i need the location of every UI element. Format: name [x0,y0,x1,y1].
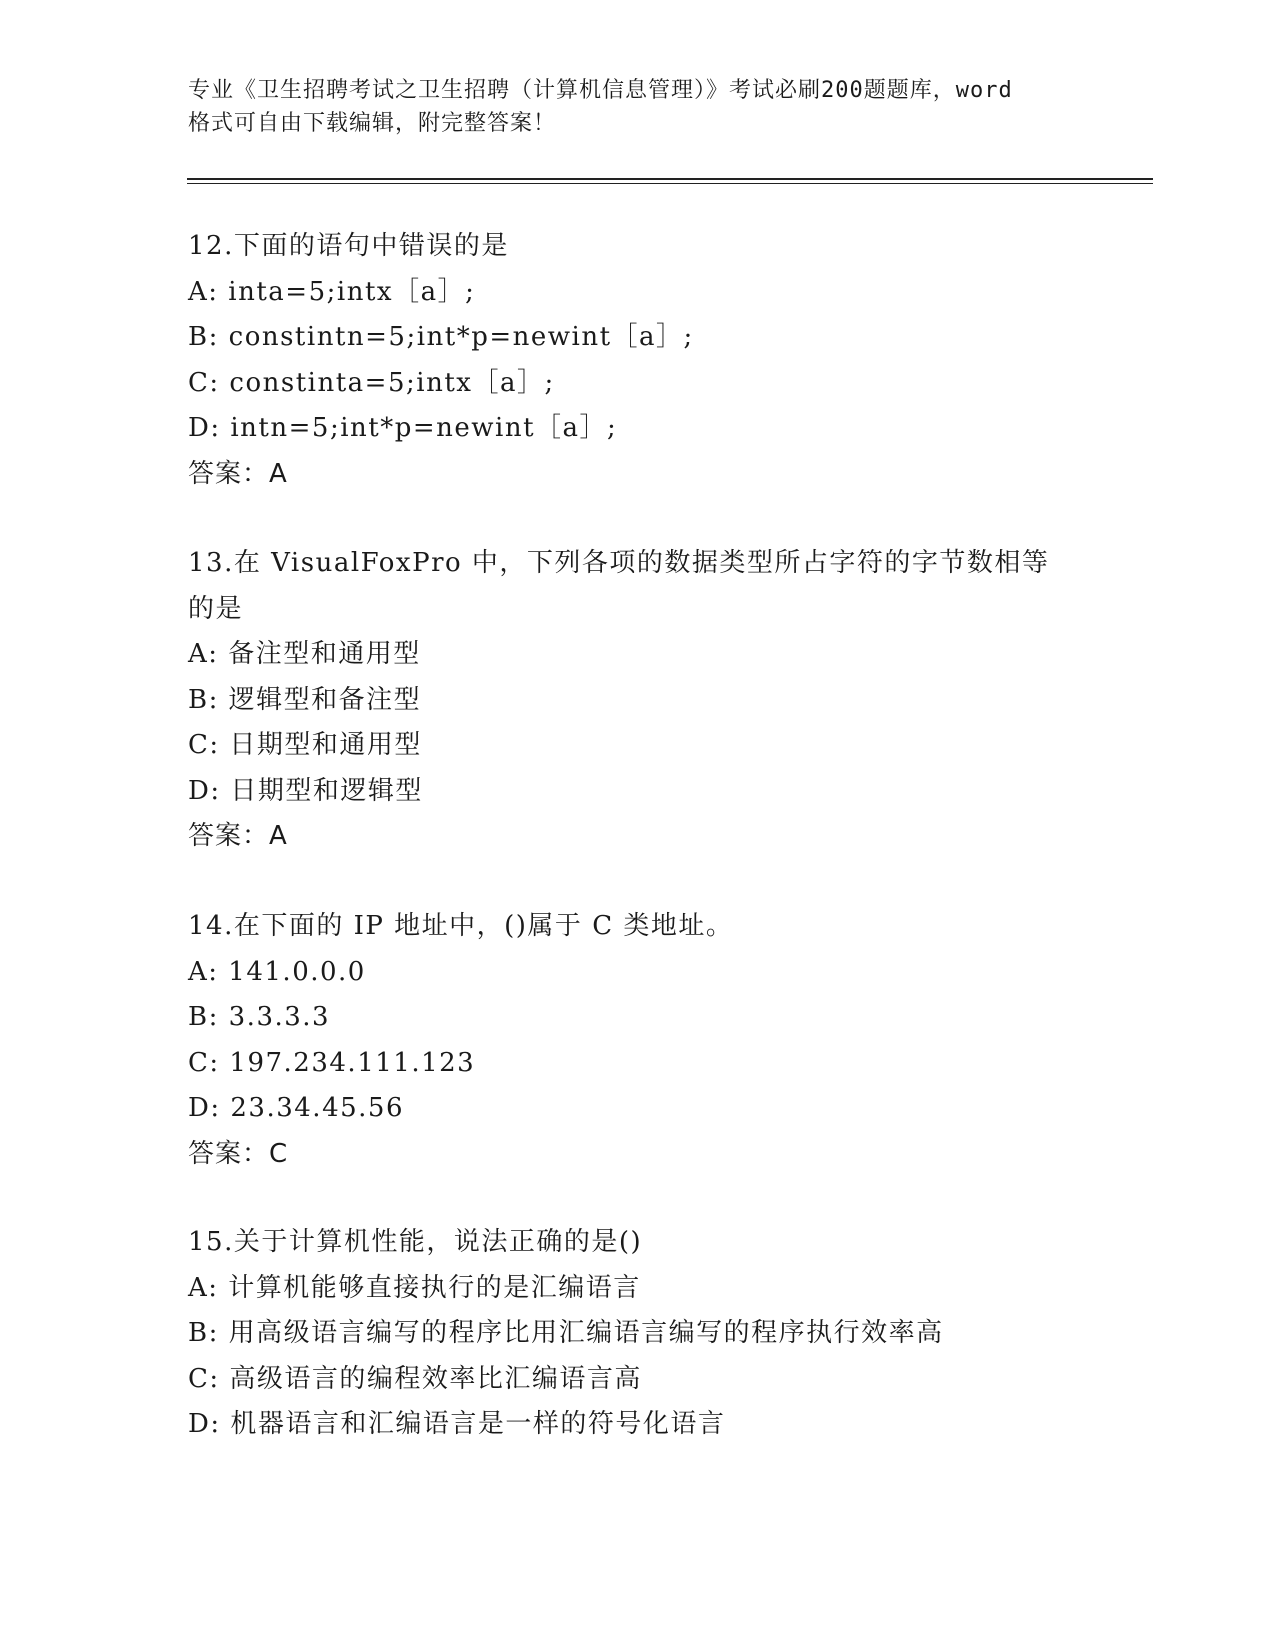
question-stem: 14.在下面的 IP 地址中，()属于 C 类地址。 [188,911,734,941]
document-header [188,74,1088,140]
header-divider-thin [187,183,1153,184]
option-d: D: 机器语言和汇编语言是一样的符号化语言 [188,1409,726,1439]
question-stem-continued: 的是 [188,593,244,624]
answer: 答案：A [188,821,288,851]
option-a: A: 计算机能够直接执行的是汇编语言 [188,1272,641,1303]
option-b: B: 逻辑型和备注型 [188,684,422,715]
question-stem: 15.关于计算机性能，说法正确的是() [188,1227,643,1257]
answer: 答案：A [188,458,288,489]
option-c: C: 197.234.111.123 [188,1047,476,1078]
option-b: B: constintn=5;int*p=newint［a］; [188,322,694,352]
option-b: B: 3.3.3.3 [188,1002,331,1032]
option-c: C: 日期型和通用型 [188,730,422,760]
option-d: D: 日期型和逻辑型 [188,775,423,806]
option-d: D: intn=5;int*p=newint［a］; [188,413,618,443]
question-13 [188,541,1088,860]
option-d: D: 23.34.45.56 [188,1093,404,1123]
option-a: A: inta=5;intx［a］; [188,276,476,307]
option-b: B: 用高级语言编写的程序比用汇编语言编写的程序执行效率高 [188,1318,944,1348]
header-line-2: 格式可自由下载编辑，附完整答案！ [188,111,557,136]
question-stem: 12.下面的语句中错误的是 [188,231,509,261]
question-14 [188,904,1088,1177]
question-12 [188,224,1088,497]
question-stem: 13.在 VisualFoxPro 中，下列各项的数据类型所占字符的字节数相等 [188,548,1050,578]
option-a: A: 备注型和通用型 [188,639,421,669]
option-a: A: 141.0.0.0 [188,956,366,987]
header-line-1: 专业《卫生招聘考试之卫生招聘（计算机信息管理）》考试必刷200题题库，word [188,78,1013,103]
option-c: C: 高级语言的编程效率比汇编语言高 [188,1363,642,1394]
answer: 答案：C [188,1138,289,1169]
option-c: C: constinta=5;intx［a］; [188,367,555,398]
question-15 [188,1220,1088,1448]
header-divider-thick [187,178,1153,180]
